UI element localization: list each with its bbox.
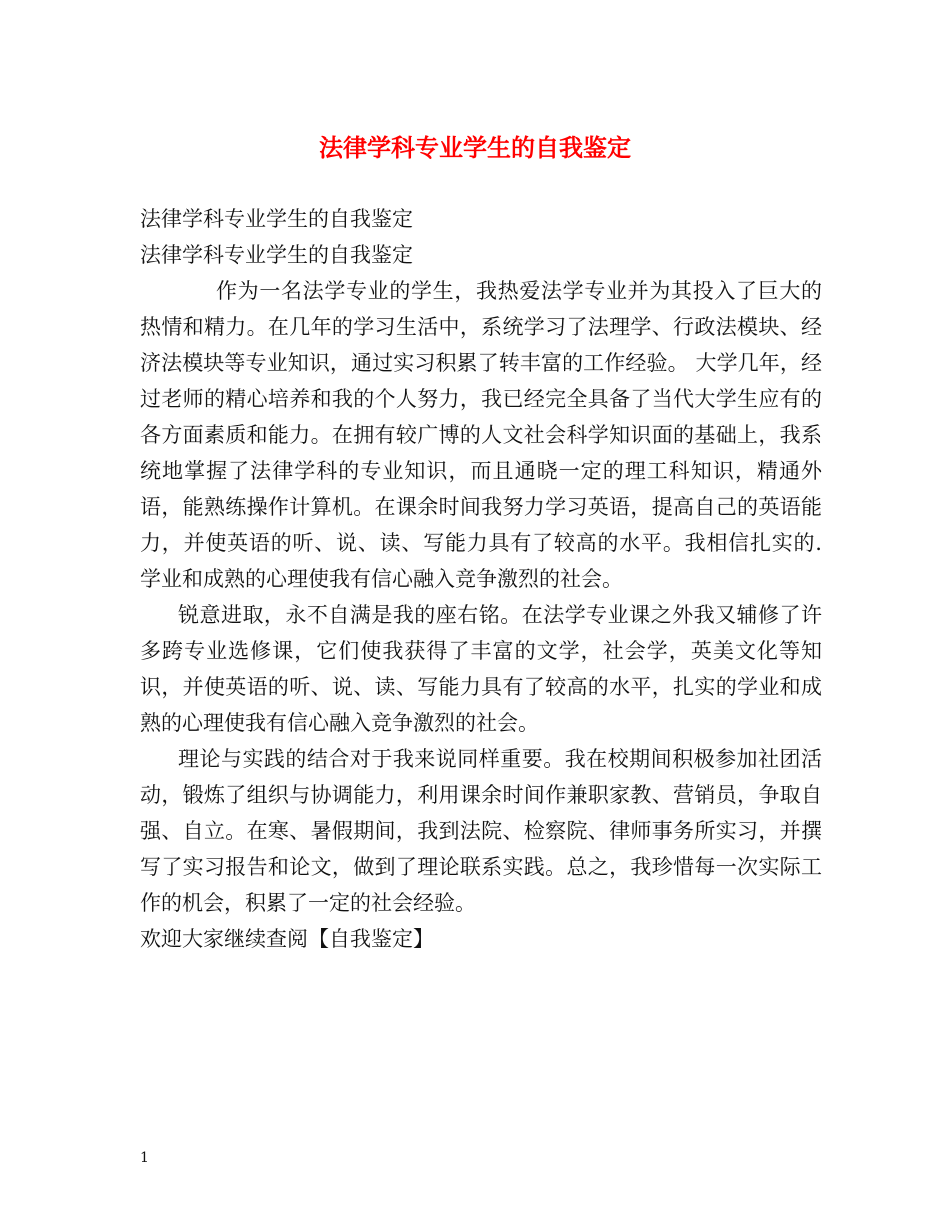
paragraph-2: 锐意进取，永不自满是我的座右铭。在法学专业课之外我又辅修了许多跨专业选修课，它们使我获得了丰富的文学，社会学，英美文化等知识，并使英语的听、说、读、写能力具有了较高的水平，扎实的学业和成熟的心理使我有信心融入竞争激烈的社会。	[140, 603, 822, 735]
page-number: 1	[140, 1150, 149, 1166]
heading-line-2: 法律学科专业学生的自我鉴定	[140, 243, 413, 267]
heading-line-1: 法律学科专业学生的自我鉴定	[140, 207, 413, 231]
footer-link-line: 欢迎大家继续查阅【自我鉴定】	[140, 927, 434, 951]
document-body	[140, 201, 822, 957]
paragraph-1: 作为一名法学专业的学生，我热爱法学专业并为其投入了巨大的热情和精力。在几年的学习生活中，系统学习了法理学、行政法模块、经济法模块等专业知识，通过实习积累了转丰富的工作经验。 大学几年，经过老师的精心培养和我的个人努力，我已经完全具备了当代大学生应有的各方面素质和能力。在拥有较广博的人文社会科学知识面的基础上，我系统地掌握了法律学科的专业知识，而且通晓一定的理工科知识，精通外语，能熟练操作计算机。在课余时间我努力学习英语，提高自己的英语能力，并使英语的听、说、读、写能力具有了较高的水平。我相信扎实的. 学业和成熟的心理使我有信心融入竞争激烈的社会。	[140, 279, 822, 591]
paragraph-3: 理论与实践的结合对于我来说同样重要。我在校期间积极参加社团活动，锻炼了组织与协调能力，利用课余时间作兼职家教、营销员，争取自强、自立。在寒、暑假期间，我到法院、检察院、律师事务所实习，并撰写了实习报告和论文，做到了理论联系实践。总之，我珍惜每一次实际工作的机会，积累了一定的社会经验。	[140, 747, 822, 915]
document-title: 法律学科专业学生的自我鉴定	[319, 133, 631, 162]
